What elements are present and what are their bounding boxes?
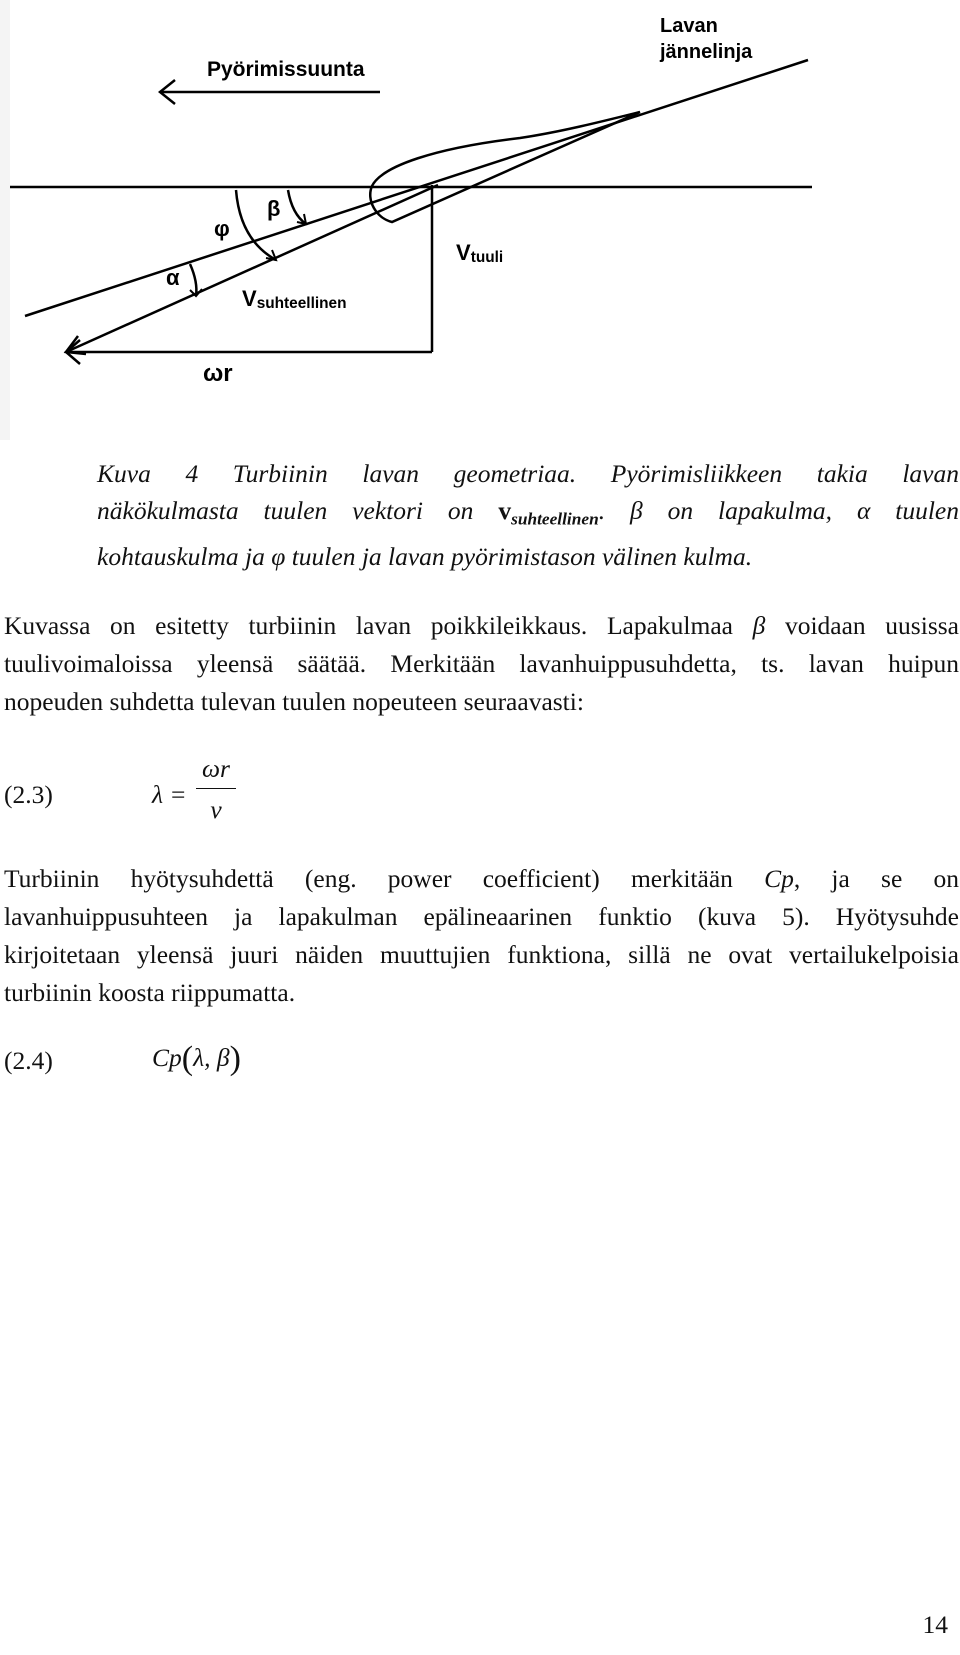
paragraph-2-line-3: kirjoitetaan yleensä juuri näiden muuttujien funktiona, sillä ne ovat vertailukelpoisia	[4, 940, 959, 969]
page-number: 14	[922, 1610, 948, 1639]
paragraph-blade-angle	[4, 607, 959, 721]
function-arguments: λ, β	[193, 1043, 230, 1072]
equation-power-coefficient	[4, 1040, 304, 1090]
relative-wind-vector	[66, 185, 438, 352]
relative-velocity-symbol: V	[242, 286, 257, 311]
beta-arc	[288, 190, 306, 224]
paragraph-2-line-1-start: Turbiinin hyötysuhdettä (eng. power coefficient) merkitään	[4, 864, 765, 893]
chord-line-label-1: Lavan	[660, 15, 718, 37]
paragraph-2-line-2: lavanhuippusuhteen ja lapakulman epälineaarinen funktio (kuva 5). Hyötysuhde	[4, 902, 959, 931]
beta-symbol: β	[752, 611, 766, 640]
equation-number-2-4: (2.4)	[4, 1046, 53, 1075]
omega-r-label: ωr	[203, 360, 233, 387]
figure-caption	[97, 455, 959, 575]
paragraph-1-line-1-start: Kuvassa on esitetty turbiinin lavan poikkileikkaus. Lapakulmaa	[4, 611, 753, 640]
paragraph-2-line-1	[4, 860, 959, 898]
equation-2-3-fraction	[196, 754, 236, 825]
equation-number-2-3: (2.3)	[4, 780, 53, 809]
relative-velocity-subscript-text: suhteellinen	[511, 509, 599, 529]
wind-velocity-subscript: tuuli	[470, 248, 504, 266]
paragraph-1-line-3: nopeuden suhdetta tulevan tuulen nopeuteen seuraavasti:	[4, 687, 584, 716]
caption-line-3: kohtauskulma ja φ tuulen ja lavan pyörimistason välinen kulma.	[97, 541, 753, 571]
equation-2-4-expression	[152, 1040, 241, 1078]
blade-geometry-figure	[0, 0, 960, 440]
caption-line-2	[97, 492, 959, 538]
paragraph-2-line-4: turbiinin koosta riippumatta.	[4, 978, 296, 1007]
cp-symbol: Cp	[764, 864, 794, 893]
relative-velocity-symbol-text: v	[498, 496, 512, 525]
paragraph-1-line-1	[4, 607, 959, 645]
fraction-numerator: ωr	[196, 754, 236, 789]
equation-tip-speed-ratio	[4, 754, 304, 850]
beta-label: β	[267, 196, 281, 221]
figure-left-margin	[0, 0, 10, 440]
cp-function-name: Cp	[152, 1043, 182, 1072]
paragraph-1-line-2: tuulivoimaloissa yleensä säätää. Merkitään lavanhuippusuhdetta, ts. lavan huipun	[4, 649, 959, 678]
caption-line-1: Kuva 4 Turbiinin lavan geometriaa. Pyörimisliikkeen takia lavan	[97, 459, 959, 488]
caption-line-2-end: . β on lapakulma, α tuulen	[598, 496, 959, 525]
paragraph-power-coefficient	[4, 860, 959, 1012]
rotation-direction-label: Pyörimissuunta	[207, 58, 365, 81]
paragraph-2-line-1-end: , ja se on	[793, 864, 959, 893]
wind-velocity-symbol: V	[456, 240, 471, 265]
alpha-label: α	[166, 265, 180, 290]
paragraph-1-line-1-end: voidaan uusissa	[765, 611, 959, 640]
caption-line-2-start: näkökulmasta tuulen vektori on	[97, 496, 499, 525]
fraction-denominator: v	[210, 795, 222, 824]
close-parenthesis: )	[229, 1040, 241, 1077]
phi-label: φ	[214, 216, 230, 241]
relative-velocity-label	[242, 286, 346, 313]
open-parenthesis: (	[181, 1040, 194, 1077]
equation-2-3-lhs: λ =	[152, 780, 187, 809]
chord-line-label-2: jännelinja	[660, 41, 753, 63]
wind-velocity-label	[456, 240, 503, 267]
blade-geometry-diagram	[0, 0, 960, 440]
relative-velocity-subscript: suhteellinen	[256, 294, 347, 312]
